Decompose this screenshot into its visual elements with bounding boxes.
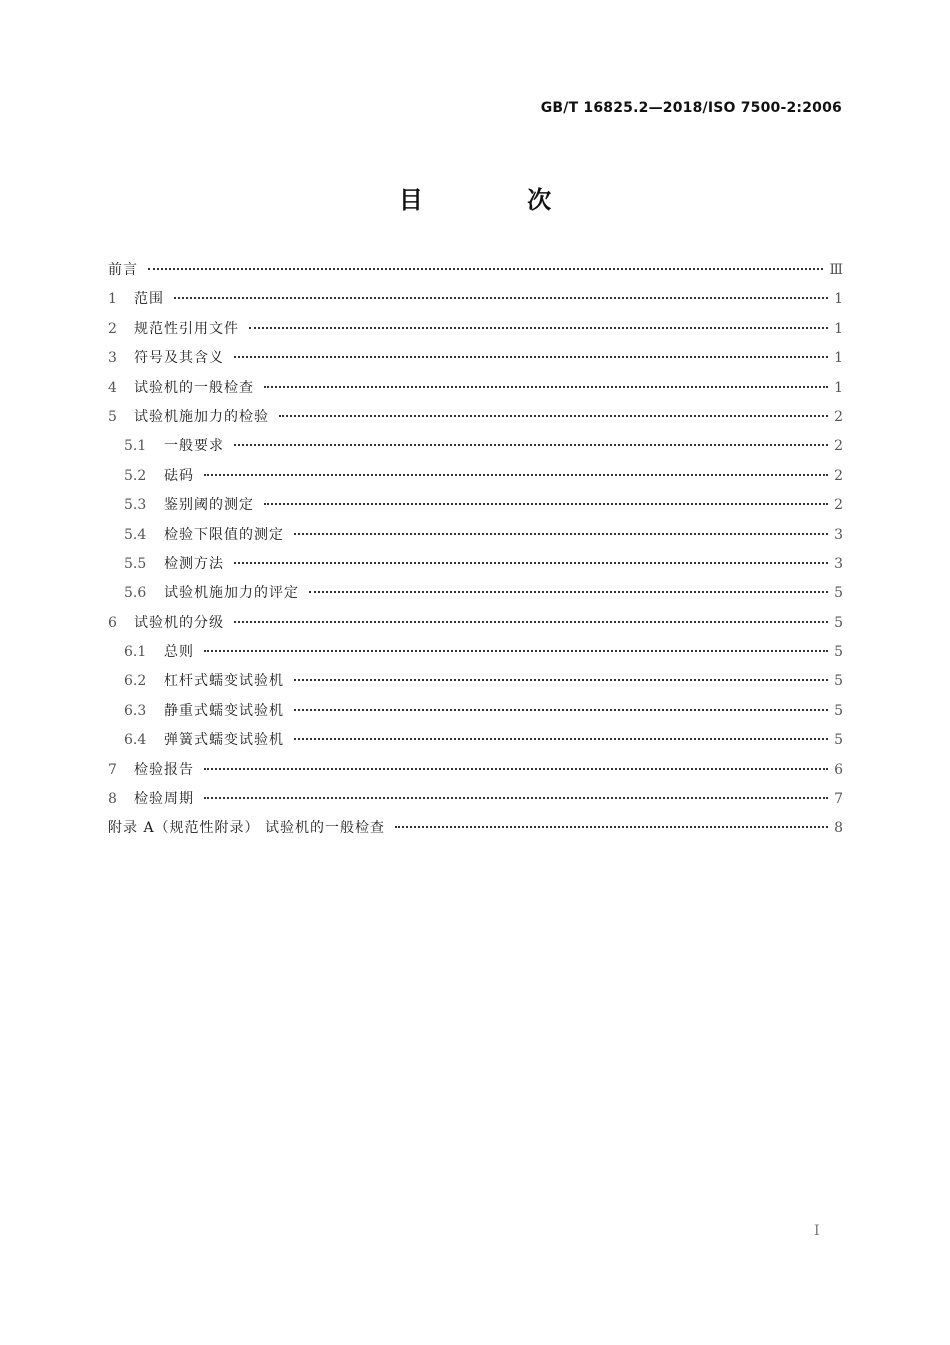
toc-entry-label: 试验机的分级	[134, 614, 224, 631]
toc-entry[interactable]	[108, 491, 843, 520]
toc-entry-page: 2	[834, 497, 843, 514]
dot-leader	[204, 650, 828, 652]
toc-entry-label: 试验机的一般检查	[134, 379, 254, 396]
toc-entry-page: 1	[834, 379, 843, 396]
toc-entry[interactable]	[108, 579, 843, 608]
toc-entry-label: 检测方法	[164, 555, 224, 572]
dot-leader	[309, 591, 828, 593]
toc-entry-page: 2	[834, 438, 843, 455]
toc-entry-label: 弹簧式蠕变试验机	[164, 732, 284, 749]
toc-entry-page: 7	[834, 791, 843, 808]
toc-entry-label: 符号及其含义	[134, 350, 224, 367]
toc-entry[interactable]	[108, 814, 843, 843]
toc-entry[interactable]	[108, 462, 843, 491]
dot-leader	[234, 562, 828, 564]
toc-entry[interactable]	[108, 521, 843, 550]
toc-entry[interactable]	[108, 756, 843, 785]
dot-leader	[294, 679, 828, 681]
toc-entry-page: 2	[834, 467, 843, 484]
toc-entry-label: 砝码	[164, 467, 194, 484]
dot-leader	[204, 768, 828, 770]
dot-leader	[234, 621, 828, 623]
table-of-contents	[108, 256, 843, 844]
toc-entry-label: 试验机施加力的评定	[164, 585, 299, 602]
dot-leader	[395, 826, 828, 828]
dot-leader	[264, 503, 828, 505]
toc-entry[interactable]	[108, 432, 843, 461]
toc-entry[interactable]	[108, 667, 843, 696]
standard-code: GB/T 16825.2—2018/ISO 7500-2:2006	[540, 100, 842, 116]
toc-entry-page: 1	[834, 291, 843, 308]
toc-entry-label: 杠杆式蠕变试验机	[164, 673, 284, 690]
toc-entry-number: 5.6	[124, 585, 147, 602]
toc-entry[interactable]	[108, 256, 843, 285]
toc-entry-page: 3	[834, 526, 843, 543]
toc-entry-number: 4	[108, 379, 117, 396]
toc-entry-page: 5	[834, 732, 843, 749]
toc-entry-label: 范围	[134, 291, 164, 308]
toc-entry-number: 5.1	[124, 438, 147, 455]
toc-entry-page: 5	[834, 614, 843, 631]
toc-entry-label: 总则	[164, 644, 194, 661]
toc-entry-number: 3	[108, 350, 117, 367]
toc-entry[interactable]	[108, 285, 843, 314]
toc-entry[interactable]	[108, 638, 843, 667]
toc-entry-page: 8	[834, 820, 843, 837]
toc-entry-number: 6.2	[124, 673, 147, 690]
dot-leader	[294, 738, 828, 740]
dot-leader	[148, 268, 823, 270]
toc-entry[interactable]	[108, 785, 843, 814]
toc-entry[interactable]	[108, 550, 843, 579]
toc-entry-page: 2	[834, 408, 843, 425]
toc-entry[interactable]	[108, 344, 843, 373]
toc-entry-number: 5	[108, 408, 117, 425]
toc-entry[interactable]	[108, 726, 843, 755]
toc-entry[interactable]	[108, 315, 843, 344]
toc-entry-number: 8	[108, 791, 117, 808]
toc-entry-label: 检验周期	[134, 791, 194, 808]
toc-entry-number: 6.4	[124, 732, 147, 749]
dot-leader	[294, 533, 828, 535]
page-number: Ⅰ	[814, 1223, 820, 1239]
toc-entry-page: 3	[834, 555, 843, 572]
dot-leader	[204, 797, 828, 799]
toc-entry-label: 前言	[108, 262, 138, 278]
toc-entry-page: 1	[834, 320, 843, 337]
toc-entry-page: 5	[834, 702, 843, 719]
toc-entry-number: 6.1	[124, 644, 147, 661]
toc-entry-number: 5.3	[124, 497, 147, 514]
toc-entry-label: 静重式蠕变试验机	[164, 702, 284, 719]
toc-entry-page: 6	[834, 761, 843, 778]
toc-entry-label: 试验机施加力的检验	[134, 408, 269, 425]
toc-entry[interactable]	[108, 609, 843, 638]
toc-entry-number: 5.2	[124, 467, 147, 484]
dot-leader	[234, 444, 828, 446]
toc-entry[interactable]	[108, 403, 843, 432]
toc-entry-page: Ⅲ	[829, 262, 843, 278]
toc-entry-label: 规范性引用文件	[134, 320, 239, 337]
dot-leader	[264, 386, 828, 388]
dot-leader	[174, 297, 828, 299]
dot-leader	[279, 415, 828, 417]
toc-entry-number: 7	[108, 761, 117, 778]
toc-entry[interactable]	[108, 374, 843, 403]
toc-entry-label: 附录 A（规范性附录） 试验机的一般检查	[108, 820, 386, 837]
toc-entry-number: 5.5	[124, 555, 147, 572]
toc-entry-label: 鉴别阈的测定	[164, 497, 254, 514]
dot-leader	[234, 356, 828, 358]
toc-entry-label: 一般要求	[164, 438, 224, 455]
toc-entry-page: 5	[834, 644, 843, 661]
toc-entry-number: 2	[108, 320, 117, 337]
toc-entry-page: 1	[834, 350, 843, 367]
toc-entry-page: 5	[834, 673, 843, 690]
dot-leader	[204, 474, 828, 476]
toc-entry-label: 检验下限值的测定	[164, 526, 284, 543]
toc-entry-number: 5.4	[124, 526, 147, 543]
toc-entry-number: 6	[108, 614, 117, 631]
toc-entry-number: 1	[108, 291, 117, 308]
dot-leader	[249, 327, 828, 329]
toc-entry[interactable]	[108, 697, 843, 726]
toc-title: 目 次	[398, 186, 600, 214]
toc-entry-page: 5	[834, 585, 843, 602]
toc-entry-number: 6.3	[124, 702, 147, 719]
toc-entry-label: 检验报告	[134, 761, 194, 778]
dot-leader	[294, 709, 828, 711]
